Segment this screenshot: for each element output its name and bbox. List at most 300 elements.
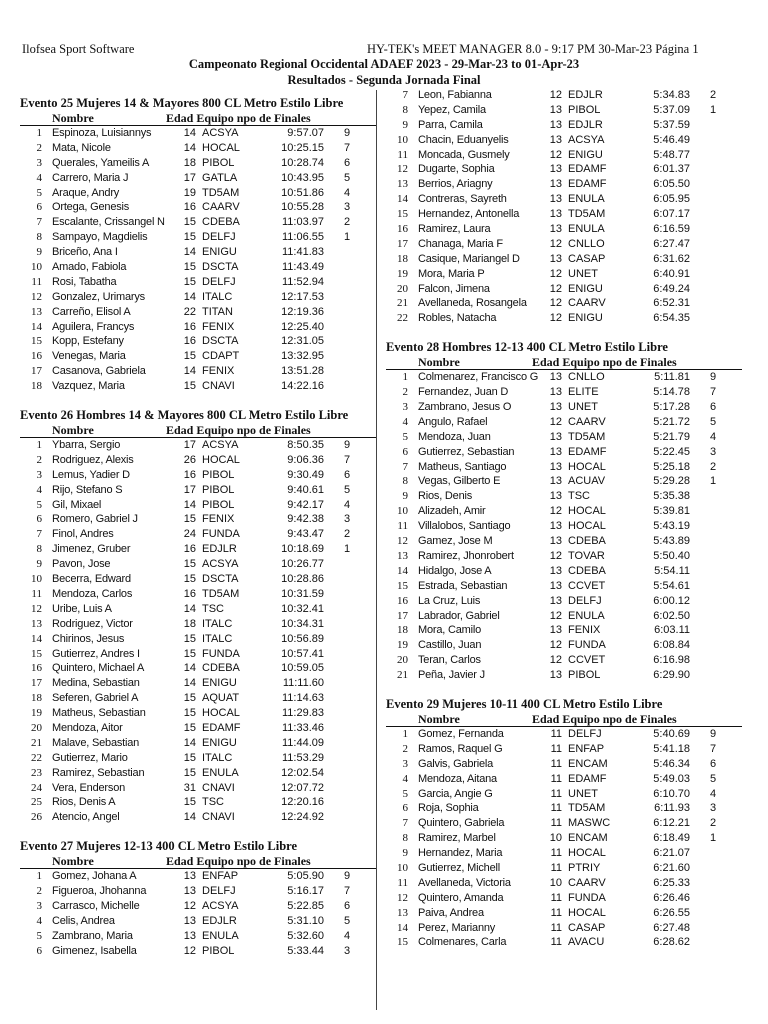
swimmer-name: Rios, Denis A <box>52 796 116 809</box>
team-code: DELFJ <box>202 885 236 898</box>
team-code: ACSYA <box>202 439 239 452</box>
place-cell: 19 <box>31 707 42 720</box>
team-code: ENULA <box>568 223 605 236</box>
result-row <box>386 88 742 103</box>
team-code: TSC <box>568 490 590 503</box>
team-code: HOCAL <box>568 520 606 533</box>
points-cell: 1 <box>709 475 717 488</box>
age-cell: 16 <box>183 543 196 556</box>
team-code: EDAMF <box>202 721 241 734</box>
team-code: ENIGU <box>568 312 603 325</box>
event-block <box>20 92 376 394</box>
place-cell: 17 <box>31 677 42 690</box>
finals-time: 6:25.33 <box>653 876 690 889</box>
swimmer-name: Becerra, Edward <box>52 573 131 586</box>
swimmer-name: Sampayo, Magdielis <box>52 231 148 244</box>
team-code: CDAPT <box>202 350 240 363</box>
result-row <box>20 215 376 230</box>
team-code: DELFJ <box>568 727 602 740</box>
swimmer-name: Hernandez, Maria <box>418 847 503 860</box>
team-code: DELFJ <box>202 231 236 244</box>
swimmer-name: Gomez, Fernanda <box>418 727 504 740</box>
swimmer-name: Mora, Camilo <box>418 624 482 637</box>
points-cell: 6 <box>343 468 351 481</box>
header-name: Nombre <box>52 854 94 869</box>
finals-time: 14:22.16 <box>281 380 324 393</box>
finals-time: 12:17.53 <box>281 290 324 303</box>
finals-time: 11:53.29 <box>281 751 324 764</box>
team-code: TSC <box>202 602 224 615</box>
finals-time: 5:25.18 <box>653 460 690 473</box>
result-row <box>386 400 742 415</box>
result-row <box>386 489 742 504</box>
age-cell: 15 <box>183 261 196 274</box>
place-cell: 2 <box>36 885 42 898</box>
team-code: PIBOL <box>202 498 235 511</box>
finals-time: 12:24.92 <box>281 811 324 824</box>
team-code: HOCAL <box>568 505 606 518</box>
place-cell: 26 <box>31 811 42 824</box>
header-age-team-time: Edad Equipo npo de Finales <box>166 111 311 125</box>
finals-time: 10:28.86 <box>281 573 324 586</box>
age-cell: 13 <box>183 885 196 898</box>
age-cell: 15 <box>183 275 196 288</box>
team-code: ACSYA <box>202 899 239 912</box>
team-code: TOVAR <box>568 549 605 562</box>
result-row <box>20 320 376 335</box>
team-code: FENIX <box>202 513 235 526</box>
age-cell: 26 <box>183 453 196 466</box>
team-code: EDJLR <box>202 914 237 927</box>
swimmer-name: Mendoza, Aitor <box>52 721 123 734</box>
result-row <box>20 171 376 186</box>
place-cell: 19 <box>397 639 408 652</box>
result-row <box>20 349 376 364</box>
finals-time: 6:18.49 <box>653 832 690 845</box>
team-code: FENIX <box>202 365 235 378</box>
team-code: TD5AM <box>568 208 606 221</box>
result-row <box>386 162 742 177</box>
result-row <box>20 676 376 691</box>
points-cell: 7 <box>343 885 351 898</box>
team-code: ITALC <box>202 290 233 303</box>
age-cell: 13 <box>549 430 562 443</box>
finals-time: 5:21.72 <box>653 415 690 428</box>
age-cell: 12 <box>549 609 562 622</box>
points-cell: 6 <box>709 757 717 770</box>
swimmer-name: Vegas, Gilberto E <box>418 475 501 488</box>
age-cell: 12 <box>549 639 562 652</box>
result-row <box>386 609 742 624</box>
result-row <box>20 275 376 290</box>
place-cell: 14 <box>397 193 408 206</box>
column-header <box>20 111 376 126</box>
finals-time: 10:57.41 <box>281 647 324 660</box>
age-cell: 13 <box>549 564 562 577</box>
points-cell: 5 <box>343 483 351 496</box>
result-row <box>20 661 376 676</box>
age-cell: 24 <box>183 528 196 541</box>
age-cell: 11 <box>550 847 562 860</box>
points-cell: 2 <box>709 817 717 830</box>
team-code: ACSYA <box>202 127 239 139</box>
age-cell: 14 <box>183 602 196 615</box>
place-cell: 6 <box>36 944 42 957</box>
swimmer-name: Chanaga, Maria F <box>418 237 503 250</box>
age-cell: 12 <box>549 282 562 295</box>
points-cell: 3 <box>343 513 351 526</box>
result-row <box>20 617 376 632</box>
swimmer-name: Celis, Andrea <box>52 914 115 927</box>
team-code: CDEBA <box>568 564 606 577</box>
finals-time: 5:11.81 <box>654 371 690 384</box>
finals-time: 6:29.90 <box>653 669 690 682</box>
result-row <box>20 498 376 513</box>
place-cell: 9 <box>402 847 408 860</box>
result-row <box>386 549 742 564</box>
place-cell: 20 <box>31 721 42 734</box>
age-cell: 16 <box>183 320 196 333</box>
age-cell: 11 <box>550 742 562 755</box>
header-age-team-time: Edad Equipo npo de Finales <box>532 711 677 726</box>
team-code: TD5AM <box>202 587 240 600</box>
points-cell: 3 <box>343 201 351 214</box>
age-cell: 14 <box>183 811 196 824</box>
team-code: FUNDA <box>202 528 240 541</box>
place-cell: 21 <box>397 297 408 310</box>
swimmer-name: Fernandez, Juan D <box>418 386 509 399</box>
swimmer-name: Rios, Denis <box>418 490 473 503</box>
age-cell: 14 <box>183 736 196 749</box>
age-cell: 15 <box>183 558 196 571</box>
result-row <box>386 623 742 638</box>
age-cell: 14 <box>183 127 196 139</box>
event-title: Evento 29 Mujeres 10-11 400 CL Metro Estilo Libre <box>386 696 663 711</box>
place-cell: 15 <box>397 208 408 221</box>
finals-time: 6:05.95 <box>653 193 690 206</box>
finals-time: 5:48.77 <box>653 148 690 161</box>
result-row <box>20 721 376 736</box>
team-code: FUNDA <box>568 639 606 652</box>
software-name: Ilofsea Sport Software <box>22 42 135 56</box>
place-cell: 11 <box>397 876 408 889</box>
team-code: CDEBA <box>202 216 240 229</box>
age-cell: 13 <box>549 178 562 191</box>
finals-time: 6:05.50 <box>653 178 690 191</box>
place-cell: 3 <box>36 899 42 912</box>
result-row <box>20 527 376 542</box>
swimmer-name: Parra, Camila <box>418 118 483 131</box>
left-column <box>20 92 376 969</box>
place-cell: 12 <box>31 290 42 303</box>
swimmer-name: Teran, Carlos <box>418 654 481 667</box>
result-row <box>386 594 742 609</box>
header-name: Nombre <box>418 711 460 726</box>
swimmer-name: Dugarte, Sophia <box>418 163 495 176</box>
points-cell: 6 <box>343 899 351 912</box>
place-cell: 1 <box>36 439 42 452</box>
finals-time: 9:42.38 <box>287 513 324 526</box>
result-row <box>20 647 376 662</box>
finals-time: 6:28.62 <box>653 936 690 949</box>
swimmer-name: Peña, Javier J <box>418 669 485 682</box>
finals-time: 5:05.90 <box>287 870 324 883</box>
result-row <box>386 638 742 653</box>
result-row <box>20 691 376 706</box>
place-cell: 8 <box>402 475 408 488</box>
finals-time: 8:50.35 <box>287 439 324 452</box>
swimmer-name: Kopp, Estefany <box>52 335 124 348</box>
points-cell: 9 <box>343 127 351 139</box>
result-row <box>20 453 376 468</box>
result-row <box>20 869 376 884</box>
swimmer-name: Berrios, Ariagny <box>418 178 493 191</box>
team-code: CNLLO <box>568 237 605 250</box>
finals-time: 12:31.05 <box>281 335 324 348</box>
team-code: TSC <box>202 796 224 809</box>
swimmer-name: Uribe, Luis A <box>52 602 112 615</box>
age-cell: 17 <box>183 439 196 452</box>
age-cell: 13 <box>549 223 562 236</box>
points-cell: 7 <box>709 386 717 399</box>
result-row <box>386 177 742 192</box>
swimmer-name: Estrada, Sebastian <box>418 579 508 592</box>
place-cell: 13 <box>397 549 408 562</box>
finals-time: 6:54.35 <box>653 312 690 325</box>
finals-time: 10:18.69 <box>281 543 324 556</box>
result-row <box>386 742 742 757</box>
age-cell: 31 <box>183 781 196 794</box>
swimmer-name: Labrador, Gabriel <box>418 609 500 622</box>
result-row <box>386 148 742 163</box>
result-row <box>20 230 376 245</box>
age-cell: 13 <box>549 520 562 533</box>
result-row <box>386 831 742 846</box>
place-cell: 8 <box>402 103 408 116</box>
column-header <box>386 712 742 727</box>
swimmer-name: Quintero, Michael A <box>52 662 145 675</box>
swimmer-name: Ramirez, Jhonrobert <box>418 549 514 562</box>
finals-time: 5:21.79 <box>653 430 690 443</box>
result-row <box>20 602 376 617</box>
age-cell: 13 <box>549 401 562 414</box>
finals-time: 5:14.78 <box>653 386 690 399</box>
finals-time: 6:16.98 <box>653 654 690 667</box>
team-code: CCVET <box>568 579 606 592</box>
place-cell: 12 <box>397 535 408 548</box>
finals-time: 5:33.44 <box>287 944 324 957</box>
column-header <box>20 854 376 869</box>
header-age-team-time: Edad Equipo npo de Finales <box>166 423 311 438</box>
team-code: UNET <box>568 267 598 280</box>
result-row <box>386 846 742 861</box>
finals-time: 6:01.37 <box>653 163 690 176</box>
column-divider <box>376 90 377 1010</box>
place-cell: 4 <box>402 415 408 428</box>
finals-time: 9:30.49 <box>287 468 324 481</box>
result-row <box>20 126 376 141</box>
age-cell: 11 <box>550 891 562 904</box>
finals-time: 10:34.31 <box>281 617 324 630</box>
age-cell: 14 <box>183 141 196 154</box>
place-cell: 6 <box>36 201 42 214</box>
result-row <box>20 186 376 201</box>
finals-time: 12:20.16 <box>281 796 324 809</box>
points-cell: 2 <box>343 528 351 541</box>
team-code: AQUAT <box>202 692 240 705</box>
result-row <box>20 512 376 527</box>
finals-time: 5:50.40 <box>653 549 690 562</box>
team-code: CNAVI <box>202 380 235 393</box>
team-code: PIBOL <box>202 468 235 481</box>
place-cell: 17 <box>397 609 408 622</box>
points-cell: 4 <box>709 787 717 800</box>
result-row <box>386 653 742 668</box>
age-cell: 15 <box>183 380 196 393</box>
swimmer-name: Mendoza, Juan <box>418 430 491 443</box>
points-cell: 1 <box>709 832 717 845</box>
swimmer-name: Casique, Mariangel D <box>418 252 520 265</box>
finals-time: 13:51.28 <box>281 365 324 378</box>
finals-time: 6:00.12 <box>653 594 690 607</box>
place-cell: 10 <box>397 505 408 518</box>
result-row <box>386 921 742 936</box>
swimmer-name: Pavon, Jose <box>52 558 111 571</box>
swimmer-name: Ramirez, Sebastian <box>52 766 145 779</box>
place-cell: 12 <box>397 163 408 176</box>
finals-time: 11:03.97 <box>281 216 324 229</box>
place-cell: 22 <box>397 312 408 325</box>
team-code: EDAMF <box>568 163 607 176</box>
result-row <box>386 668 742 683</box>
team-code: PIBOL <box>202 156 235 169</box>
swimmer-name: Villalobos, Santiago <box>418 520 511 533</box>
result-row <box>20 141 376 156</box>
result-row <box>386 801 742 816</box>
finals-time: 5:32.60 <box>287 929 324 942</box>
age-cell: 11 <box>550 921 562 934</box>
place-cell: 25 <box>31 796 42 809</box>
place-cell: 14 <box>31 632 42 645</box>
team-code: EDAMF <box>568 772 607 785</box>
swimmer-name: Zambrano, Jesus O <box>418 401 512 414</box>
place-cell: 13 <box>31 617 42 630</box>
result-row <box>386 772 742 787</box>
result-row <box>386 564 742 579</box>
age-cell: 18 <box>183 156 196 169</box>
place-cell: 7 <box>402 817 408 830</box>
age-cell: 13 <box>549 193 562 206</box>
event-title: Evento 27 Mujeres 12-13 400 CL Metro Estilo Libre <box>20 839 298 854</box>
result-row <box>20 542 376 557</box>
finals-time: 12:25.40 <box>281 320 324 333</box>
place-cell: 21 <box>31 736 42 749</box>
age-cell: 11 <box>550 906 562 919</box>
points-cell: 2 <box>709 89 717 101</box>
finals-time: 5:54.61 <box>653 579 690 592</box>
place-cell: 5 <box>36 498 42 511</box>
place-cell: 3 <box>402 401 408 414</box>
team-code: ACUAV <box>568 475 606 488</box>
swimmer-name: Matheus, Santiago <box>418 460 507 473</box>
age-cell: 11 <box>550 787 562 800</box>
swimmer-name: Carreño, Elisol A <box>52 305 131 318</box>
swimmer-name: Seferen, Gabriel A <box>52 692 139 705</box>
swimmer-name: Yepez, Camila <box>418 103 486 116</box>
place-cell: 9 <box>36 558 42 571</box>
team-code: CAARV <box>202 201 240 214</box>
result-row <box>386 935 742 950</box>
place-cell: 3 <box>402 757 408 770</box>
swimmer-name: Gimenez, Isabella <box>52 944 137 957</box>
finals-time: 6:31.62 <box>653 252 690 265</box>
points-cell: 3 <box>709 445 717 458</box>
team-code: CAARV <box>568 876 606 889</box>
team-code: HOCAL <box>568 847 606 860</box>
finals-time: 10:59.05 <box>281 662 324 675</box>
finals-time: 10:43.95 <box>281 171 324 184</box>
place-cell: 5 <box>36 186 42 199</box>
team-code: CASAP <box>568 252 606 265</box>
swimmer-name: Malave, Sebastian <box>52 736 140 749</box>
finals-time: 5:22.45 <box>653 445 690 458</box>
age-cell: 12 <box>549 297 562 310</box>
result-row <box>386 519 742 534</box>
team-code: HOCAL <box>202 453 240 466</box>
age-cell: 16 <box>183 201 196 214</box>
header-name: Nombre <box>52 423 94 438</box>
points-cell: 5 <box>343 171 351 184</box>
finals-time: 9:57.07 <box>287 127 324 139</box>
place-cell: 1 <box>402 727 408 740</box>
team-code: CAARV <box>568 415 606 428</box>
swimmer-name: Briceño, Ana I <box>52 246 118 259</box>
finals-time: 6:03.11 <box>654 624 690 637</box>
points-cell: 6 <box>709 401 717 414</box>
finals-time: 9:43.47 <box>287 528 324 541</box>
result-row <box>386 385 742 400</box>
page-header <box>0 0 768 92</box>
finals-time: 11:33.46 <box>281 721 324 734</box>
result-row <box>386 430 742 445</box>
finals-time: 6:07.17 <box>653 208 690 221</box>
swimmer-name: Mendoza, Aitana <box>418 772 497 785</box>
age-cell: 13 <box>549 103 562 116</box>
place-cell: 7 <box>402 89 408 101</box>
age-cell: 10 <box>549 876 562 889</box>
swimmer-name: Finol, Andres <box>52 528 114 541</box>
swimmer-name: Casanova, Gabriela <box>52 365 146 378</box>
place-cell: 9 <box>402 490 408 503</box>
age-cell: 13 <box>183 870 196 883</box>
swimmer-name: Alizadeh, Amir <box>418 505 486 518</box>
age-cell: 15 <box>183 513 196 526</box>
place-cell: 11 <box>31 587 42 600</box>
finals-time: 5:37.59 <box>653 118 690 131</box>
team-code: PIBOL <box>568 669 601 682</box>
right-column <box>386 88 742 960</box>
age-cell: 13 <box>549 252 562 265</box>
team-code: TD5AM <box>568 430 606 443</box>
swimmer-name: Avellaneda, Rosangela <box>418 297 527 310</box>
swimmer-name: Escalante, Crissangel N <box>52 216 165 229</box>
finals-time: 10:56.89 <box>281 632 324 645</box>
finals-time: 6:26.55 <box>653 906 690 919</box>
place-cell: 5 <box>36 929 42 942</box>
result-row <box>20 706 376 721</box>
event-block <box>20 835 376 958</box>
finals-time: 5:34.83 <box>653 89 690 101</box>
